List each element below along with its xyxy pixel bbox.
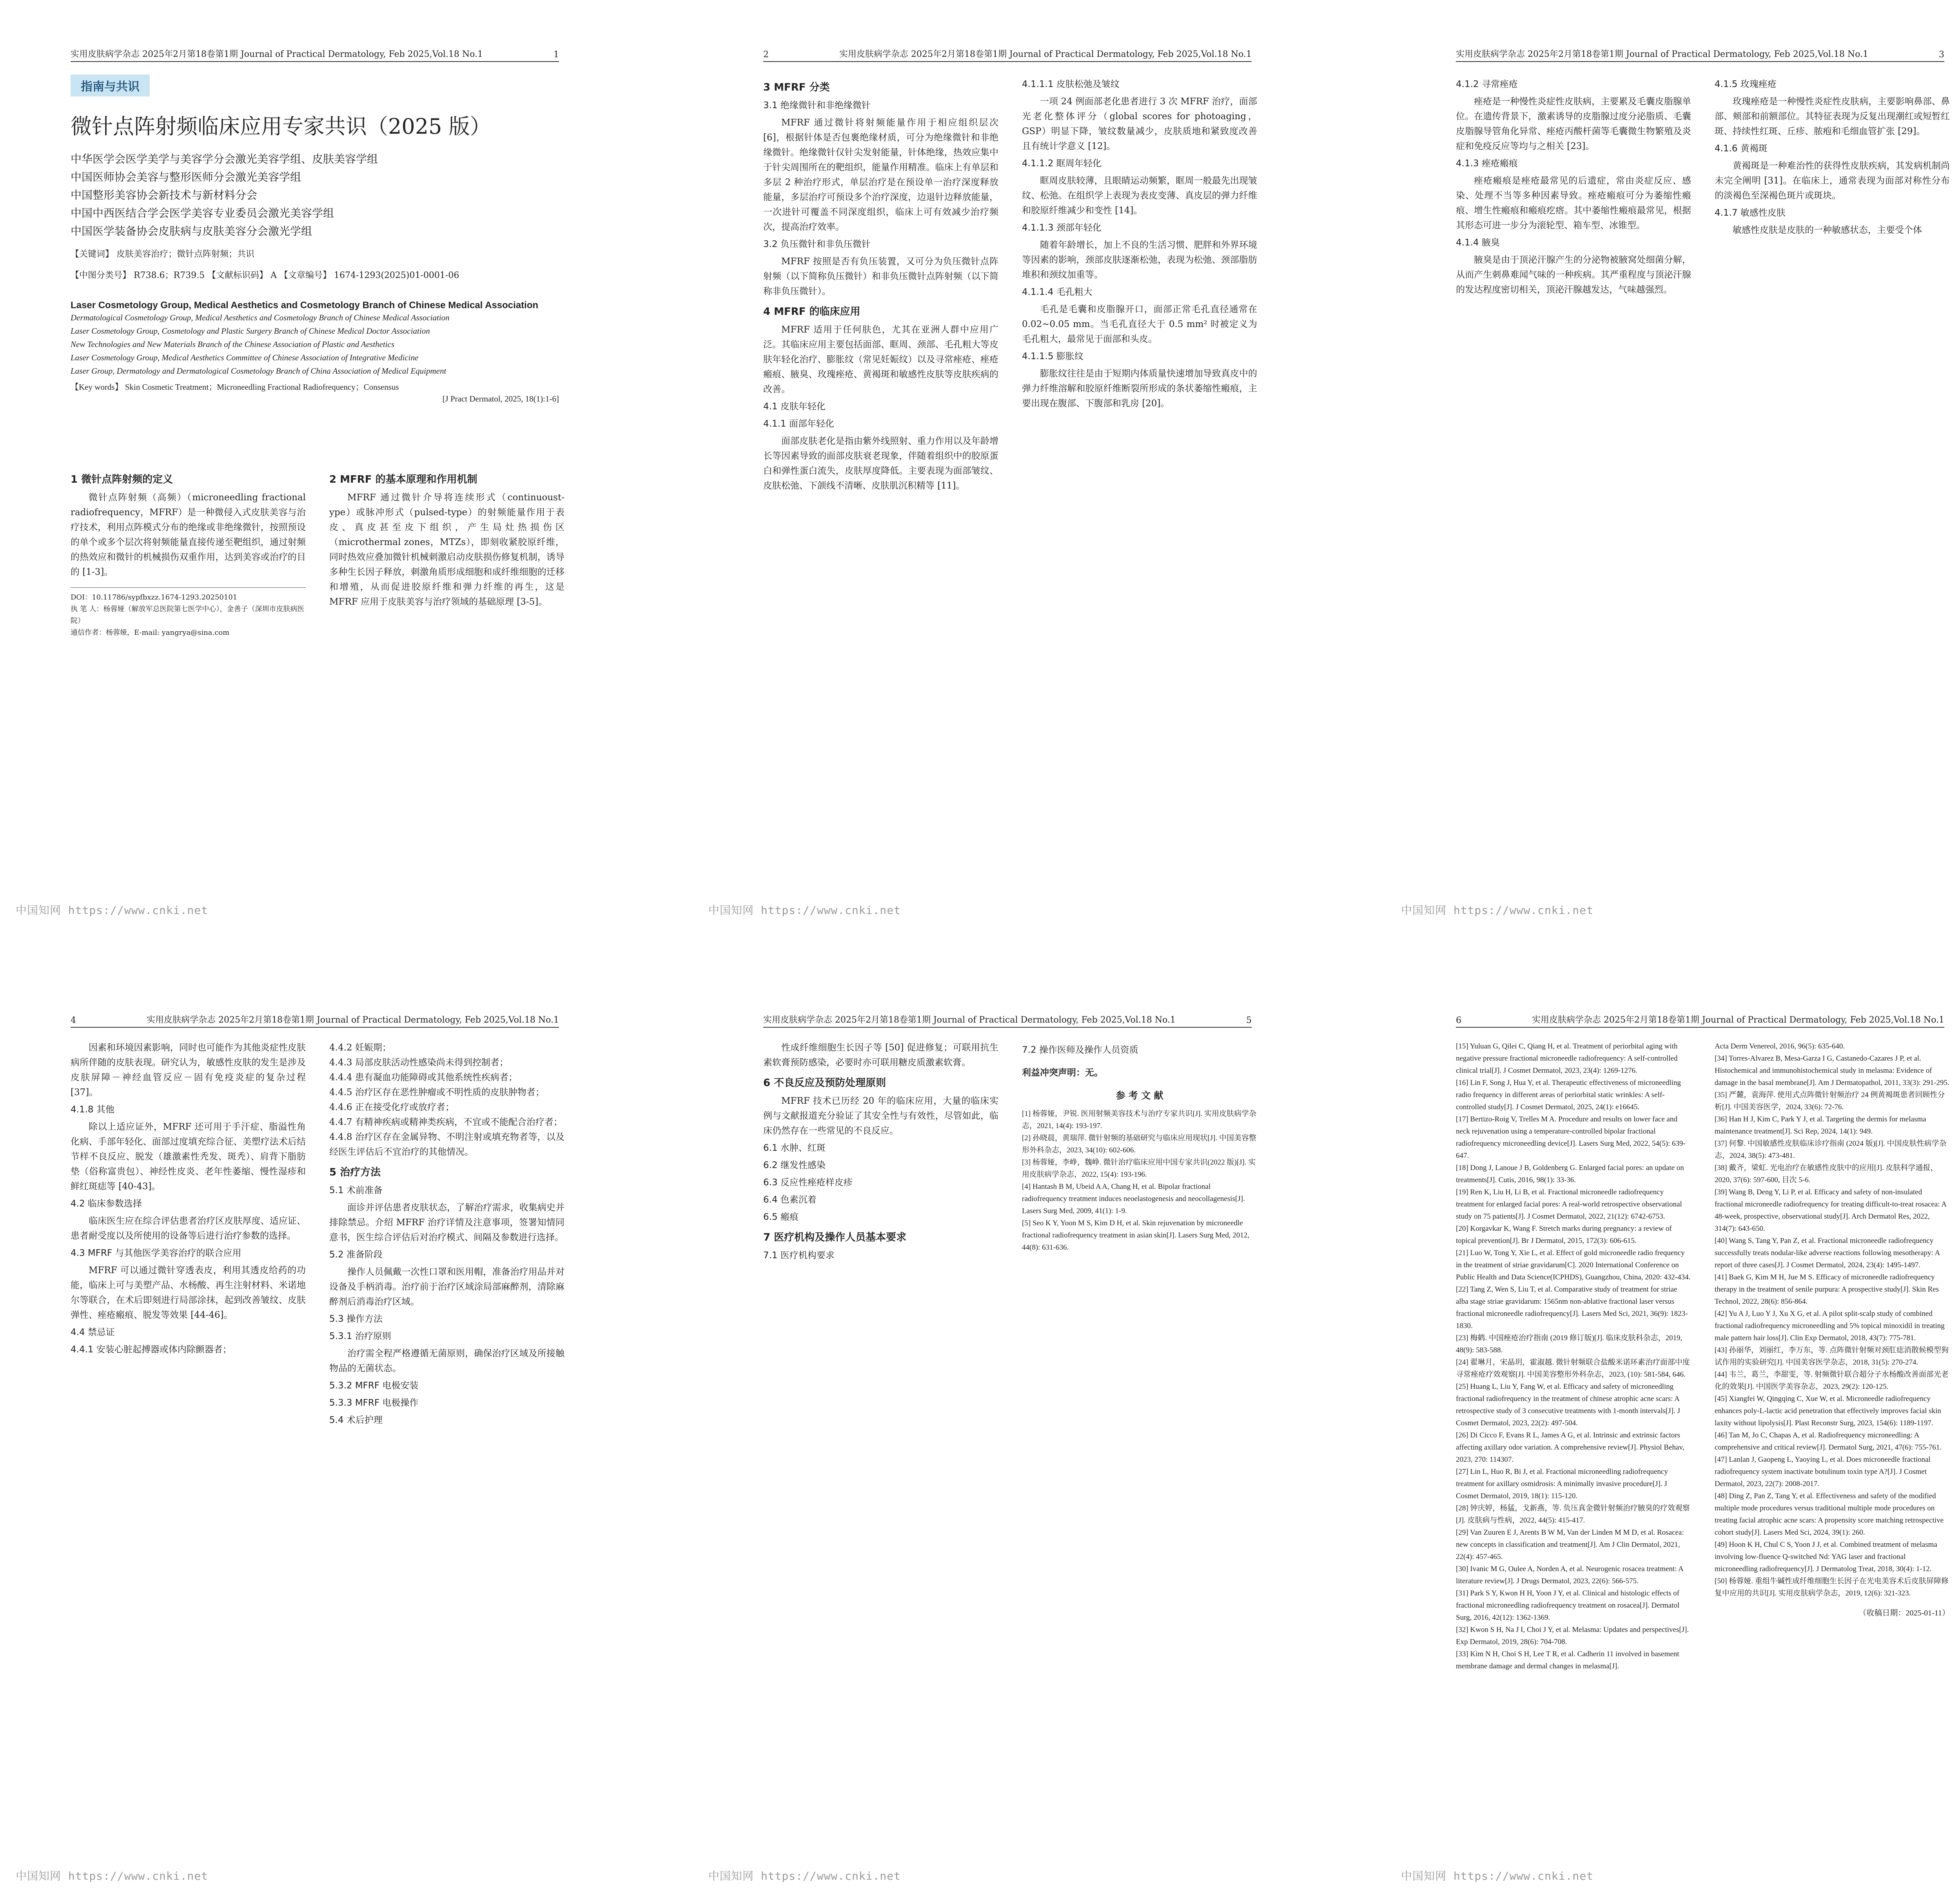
section-badge: 指南与共识: [71, 74, 150, 96]
reference-item: [20] Korgavkar K, Wang F. Stretch marks during pregnancy: a review of topical prevention[J]. Br J Dermatol, 2015, 172(3): 606-615.: [1456, 1225, 1672, 1245]
contact: 通信作者：杨蓉娅，E-mail: yangrya@sina.com: [71, 629, 230, 637]
reference-item: [38] 戴齐，梁虹. 光电治疗在敏感性皮肤中的应用[J]. 皮肤科学通报，2020, 37(6): 597-600, 目次 5-6.: [1715, 1164, 1938, 1184]
subsection-heading: 4.1.8 其他: [71, 1105, 114, 1115]
paragraph: 眶周皮肤较薄，且眼睛运动频繁，眶周一般最先出现皱纹、松弛。在组织学上表现为表皮变薄、真皮层的弹力纤维和胶原纤维减少和变性 [14]。: [1022, 176, 1257, 216]
page-6: [1385, 966, 1960, 1895]
left-column: [1456, 74, 1691, 867]
page-3: [1385, 0, 1960, 929]
subsection-heading: 3.1 绝缘微针和非绝缘微针: [763, 100, 871, 111]
subsection-heading: 6.2 继发性感染: [763, 1160, 826, 1170]
article-title: 微针点阵射频临床应用专家共识（2025 版）: [71, 114, 491, 139]
received-date: （收稿日期：2025-01-11）: [1858, 1609, 1950, 1617]
subsection-heading: 5.3.2 MFRF 电极安装: [329, 1381, 419, 1391]
page-number: 3: [1939, 50, 1944, 60]
subsection-heading: 4.1.3 痤疮瘢痕: [1456, 158, 1518, 169]
section-heading: 1 微针点阵射频的定义: [71, 474, 173, 485]
page-number: 4: [71, 1016, 76, 1025]
footer-watermark: 中国知网 https://www.cnki.net: [708, 904, 901, 917]
english-org-item: Laser Group, Dermatology and Dermatological Cosmetology Branch of China Association of Medical Equipment: [71, 366, 446, 376]
list-item: 4.4.4 患有凝血功能障碍或其他系统性疾病者；: [329, 1072, 517, 1083]
running-header: [1456, 1010, 1944, 1028]
reference-list: [1022, 1108, 1257, 1254]
authors-note: 执 笔 人：杨蓉娅（解放军总医院第七医学中心），金善子（深圳市皮肤病医院）: [71, 605, 305, 625]
subsection-heading: 6.5 瘢痕: [763, 1212, 799, 1222]
paragraph: MFRF 技术已历经 20 年的临床应用，大量的临床实例与文献报道充分验证了其安全性与有效性，尽管如此，临床仍然存在一些常见的不良反应。: [763, 1096, 998, 1136]
subsection-heading: 7.1 医疗机构要求: [763, 1250, 835, 1261]
org-item: 中国医学装备协会皮肤病与皮肤美容分会激光学组: [71, 225, 312, 238]
paragraph: 随着年龄增长，加上不良的生活习惯、肥胖和外界环境等因素的影响，颈部皮肤逐渐松弛，表现为松弛、颈部脂肪堆积和颈纹加重等。: [1022, 240, 1257, 280]
subsection-heading: 4.1.5 玫瑰痤疮: [1715, 79, 1777, 89]
subsection-heading: 4.1.1.4 毛孔粗大: [1022, 287, 1093, 297]
page-2: [693, 0, 1322, 929]
paragraph: 因素和环境因素影响，同时也可能作为其他炎症性皮肤病所伴随的皮肤表现。研究认为，敏感性皮肤的发生是涉及皮肤屏障－神经血管反应－固有免疫炎症的复杂过程 [37]。: [71, 1043, 306, 1097]
reference-item: [15] Yuluan G, Qilei C, Qiang H, et al. Treatment of periorbital aging with negative pressure fractional microneedle radiofrequency: A self-controlled clinical trial[J]. J Cosmet Dermatol, 2023, 23(4): 1269-1276.: [1456, 1042, 1678, 1075]
journal-title: 实用皮肤病学杂志 2025年2月第18卷第1期 Journal of Practical Dermatology, Feb 2025,Vol.18 No.1: [1456, 49, 1868, 59]
paragraph: 毛孔是毛囊和皮脂腺开口，面部正常毛孔直径通常在 0.02~0.05 mm。当毛孔直径大于 0.5 mm² 时被定义为毛孔粗大，最常见于面部和头皮。: [1022, 304, 1257, 344]
paragraph: 面部皮肤老化是指由紫外线照射、重力作用以及年龄增长等因素导致的面部皮肤衰老现象，伴随着组织中的胶原蛋白和弹性蛋白流失，皮肤厚度降低。主要表现为面部皱纹、皮肤松弛、下颌线不清晰、皮肤肌沉积精等 [11]。: [763, 436, 998, 491]
org-item: 中国中西医结合学会医学美容专业委员会激光美容学组: [71, 207, 334, 220]
reference-item: [21] Luo W, Tong Y, Xie L, et al. Effect of gold microneedle radio frequency in the treatment of striae gravidarum[C]. 2020 International Conference on Public Health and Data Science(ICPHDS), Guangzhou, China, 2020: 432-434.: [1456, 1249, 1691, 1281]
paragraph: 操作人员佩戴一次性口罩和医用帽，准备治疗用品并对设备及手柄消毒。治疗前于治疗区域涂局部麻醉剂，清除麻醉剂后消毒治疗区域。: [329, 1267, 564, 1307]
running-header: [763, 44, 1252, 62]
reference-item: [23] 梅鹤. 中国痤疮治疗指南 (2019 修订版)[J]. 临床皮肤科杂志，2019, 48(9): 583-588.: [1456, 1334, 1682, 1354]
right-column: [1715, 74, 1950, 867]
paragraph: 除以上适应证外，MFRF 还可用于手汗症、脂溢性角化病、手部年轻化、面部过度填充综合征、美塑疗法术后结节样不良反应、脱发（雄激素性秃发、斑秃）、肩背下脂肪垫（俗称富贵包）、神经性皮炎、老年性萎缩、慢性湿疹和鲜红斑痣等 [40-43]。: [71, 1122, 306, 1192]
reference-item: [39] Wang B, Deng Y, Li P, et al. Efficacy and safety of non-insulated fractional microneedle radiofrequency for treating difficult-to-treat rosacea: A 48-week, prospective, observational study[J]. Arch Dermatol Res, 2022, 314(7): 643-650.: [1715, 1188, 1947, 1233]
subsection-heading: 4.1.1.2 眶周年轻化: [1022, 158, 1102, 169]
running-header: [763, 1010, 1252, 1028]
left-column: [763, 1040, 998, 1832]
subsection-heading: 5.3.3 MFRF 电极操作: [329, 1398, 419, 1408]
org-item: 中华医学会医学美学与美容学分会激光美容学组、皮肤美容学组: [71, 153, 378, 165]
reference-item: [27] Lin L, Huo R, Bi J, et al. Fractional microneedling radiofrequency treatment for axillary osmidrosis: A minimally invasive procedure[J]. J Cosmet Dermatol, 2019, 18(1): 115-120.: [1456, 1468, 1668, 1500]
page-number: 6: [1456, 1016, 1461, 1025]
reference-item: [49] Hoon K H, Chul C S, Yoon J J, et al. Combined treatment of melasma involving low-fluence Q-switched Nd: YAG laser and fractional microneedling radiofrequency[J]. J Dermatolog Treat, 2018, 30(4): 1-12.: [1715, 1541, 1937, 1573]
reference-item: [3] 杨蓉娅，李峥，魏峥. 微针治疗临床应用中国专家共识(2022 版)[J]. 实用皮肤病学杂志，2022, 15(4): 193-196.: [1022, 1158, 1256, 1179]
paragraph: MFRF 通过微针介导将连续形式（continuoust-ype）或脉冲形式（pulsed-type）的射频能量作用于表皮、真皮甚至皮下组织，产生局灶热损伤区（microthermal zones，MTZs），即刻收紧胶原纤维，同时热效应叠加微针机械刺激启动皮肤损伤修复机制，诱导多种生长因子释放，刺激角质形成细胞和成纤维细胞的迁移和增殖，从而促进胶原纤维和弹力纤维的再生，这是 MFRF 应用于皮肤美容与治疗领域的基础原理 [3-5]。: [329, 492, 564, 607]
reference-item: [32] Kwon S H, Na J I, Choi J Y, et al. Melasma: Updates and perspectives[J]. Exp Dermatol, 2019, 28(6): 704-708.: [1456, 1626, 1689, 1646]
subsection-heading: 6.3 反应性痤疮样皮疹: [763, 1177, 853, 1188]
subsection-heading: 4.1.1 面部年轻化: [763, 419, 834, 429]
paragraph: 性成纤维细胞生长因子等 [50] 促进修复；可联用抗生素软膏预防感染，必要时亦可联用糖皮质激素软膏。: [763, 1043, 998, 1068]
reference-item: [24] 翟琳月，宋晶玥，霍淑越. 微针射频联合盐酸米诺环素治疗面部中度寻常痤疮疗效观察[J]. 中国美容整形外科杂志，2023, (10): 581-584, 646.: [1456, 1358, 1690, 1379]
reference-item: [44] 韦兰，葛兰，李甜雯，等. 射频微针联合超分子水杨酸改善面部光老化的效果[J]. 中国医学美容杂志，2023, 29(2): 120-125.: [1715, 1370, 1949, 1391]
subsection-heading: 5.1 术前准备: [329, 1185, 383, 1196]
paragraph: MFRF 通过微针将射频能量作用于相应组织层次 [6]，根据针体是否包裹绝缘材质，可分为绝缘微针和非绝缘微针。绝缘微针仅针尖发射能量，针体绝缘，热效应集中于针尖周围所在的靶组织，能量作用精准。临床上有单层和多层 2 种治疗形式，单层治疗是在预设单一治疗深度释放能量，多层治疗可预设多个治疗深度，边退针边释放能量，一次进针可覆盖不同深度组织，临床上可有效减少治疗频次，提高治疗效率。: [763, 118, 998, 232]
reference-item: [34] Torres-Alvarez B, Mesa-Garza I G, Castanedo-Cazares J P, et al. Histochemical and immunohistochemical study in melasma: Evidence of damage in the basal membrane[J]. Am J Dermatopathol, 2011, 33(3): 291-295.: [1715, 1054, 1949, 1087]
reference-item: Acta Derm Venereol, 2016, 96(5): 635-640.: [1715, 1042, 1845, 1050]
right-column: [1022, 1040, 1257, 1832]
reference-item: [18] Dong J, Lanoue J B, Goldenberg G. Enlarged facial pores: an update on treatments[J]. Cutis, 2016, 98(1): 33-36.: [1456, 1164, 1684, 1184]
reference-item: [41] Baek G, Kim M H, Jue M S. Efficacy of microneedle radiofrequency therapy in the treatment of senile purpura: A prospective study[J]. Skin Res Technol, 2022, 28(6): 856-864.: [1715, 1273, 1939, 1306]
citation: [J Pract Dermatol, 2025, 18(1):1-6]: [442, 394, 559, 403]
right-column: [1022, 74, 1257, 867]
footer-watermark: 中国知网 https://www.cnki.net: [1401, 904, 1594, 917]
section-heading: 6 不良反应及预防处理原则: [763, 1077, 886, 1089]
subsection-heading: 6.4 色素沉着: [763, 1195, 817, 1205]
english-keywords: 【Key words】 Skin Cosmetic Treatment；Microneedling Fractional Radiofrequency；Consensus: [71, 382, 399, 392]
subsection-heading: 6.1 水肿、红斑: [763, 1143, 826, 1153]
subsection-heading: 5.4 术后护理: [329, 1415, 383, 1425]
reference-item: [28] 钟庆婷，杨猛，戈新燕，等. 负压真金微针射频治疗腋臭的疗效观察[J]. 皮肤病与性病，2022, 44(5): 415-417.: [1456, 1504, 1690, 1524]
section-heading: 7 医疗机构及操作人员基本要求: [763, 1232, 907, 1243]
reference-item: [47] Lanlan J, Gaopeng L, Yaoying L, et al. Does microneedle fractional radiofrequency system inactivate botulinum toxin type A?[J]. J Cosmet Dermatol, 2023, 22(7): 2008-2017.: [1715, 1455, 1931, 1488]
paragraph: MFRF 可以通过微针穿透表皮，利用其透皮给药的功能，临床上可与美塑产品、水杨酸、再生注射材料、米诺地尔等联合，在术后即刻进行局部涂抹，起到改善皱纹、皮肤弹性、痤疮瘢痕、脱发等效果 [44-46]。: [71, 1265, 306, 1320]
subsection-heading: 4.2 临床参数选择: [71, 1199, 142, 1209]
paragraph: MFRF 按照是否有负压装置，又可分为负压微针点阵射频（以下简称负压微针）和非负压微针点阵射频（以下简称非负压微针）。: [763, 256, 998, 296]
reference-item: [17] Bertizo-Roig V, Trelles M A. Procedure and results on lower face and neck rejuvenation using a temperature-controlled bipolar fractional radiofrequency microneedling device[J]. Lasers Surg Med, 2022, 54(5): 639-647.: [1456, 1115, 1686, 1160]
paragraph: 腋臭是由于顶泌汗腺产生的分泌物被腋窝处细菌分解，从而产生刺鼻难闻气味的一种疾病。其严重程度与顶泌汗腺的发达程度密切相关，顶泌汗腺越发达，气味越强烈。: [1456, 255, 1691, 295]
subsection-heading: 7.2 操作医师及操作人员资质: [1022, 1045, 1138, 1055]
journal-title: 实用皮肤病学杂志 2025年2月第18卷第1期 Journal of Practical Dermatology, Feb 2025,Vol.18 No.1: [71, 49, 483, 59]
footnote: [71, 587, 306, 639]
reference-item: [4] Hantash B M, Ubeid A A, Chang H, et al. Bipolar fractional radiofrequency treatment induces neoelastogenesis and neocollagenesis[J]. Lasers Surg Med, 2009, 41(1): 1-9.: [1022, 1183, 1245, 1215]
reference-item: [19] Ren K, Liu H, Li B, et al. Fractional microneedle radiofrequency treatment for enlarged facial pores: A real-world retrospective observational study on 75 patients[J]. J Cosmet Dermatol, 2022, 21(12): 6742-6753.: [1456, 1188, 1682, 1221]
paragraph: 黄褐斑是一种难治性的获得性皮肤疾病，其发病机制尚未完全阐明 [31]。在临床上，通常表现为面部对称性分布的淡褐色至深褐色斑片或斑块。: [1715, 161, 1950, 201]
reference-item: [42] Yu A J, Luo Y J, Xu X G, et al. A pilot split-scalp study of combined fractional radiofrequency microneedling and 5% topical minoxidil in treating male pattern hair loss[J]. Clin Exp Dermatol, 2018, 43(7): 775-781.: [1715, 1310, 1945, 1342]
keywords: 【关键词】 皮肤美容治疗；微针点阵射频；共识: [71, 249, 254, 259]
subsection-heading: 4.1 皮肤年轻化: [763, 402, 826, 412]
footer-watermark: 中国知网 https://www.cnki.net: [16, 1870, 209, 1882]
conflict-statement: 利益冲突声明：无。: [1022, 1068, 1103, 1078]
english-org-item: New Technologies and New Materials Branch of the Chinese Association of Plastic and Aesthetics: [71, 340, 395, 349]
journal-title: 实用皮肤病学杂志 2025年2月第18卷第1期 Journal of Practical Dermatology, Feb 2025,Vol.18 No.1: [1532, 1015, 1944, 1025]
reference-item: [31] Park S Y, Kwon H H, Yoon J Y, et al. Clinical and histologic effects of fractional microneedling radiofrequency treatment on rosacea[J]. Dermatol Surg, 2016, 42(12): 1362-1369.: [1456, 1589, 1680, 1622]
reference-item: [43] 孙丽华，刘丽红，李万东，等. 点阵微针射频对颈肛痣消散候模型狗试作用的实验研究[J]. 中国美容医学杂志，2018, 31(5): 270-274.: [1715, 1346, 1949, 1366]
subsection-heading: 5.2 准备阶段: [329, 1250, 383, 1260]
subsection-heading: 4.3 MFRF 与其他医学美容治疗的联合应用: [71, 1248, 241, 1258]
section-heading: 4 MFRF 的临床应用: [763, 306, 860, 318]
left-column: [1456, 1040, 1691, 1832]
page-number: 1: [554, 50, 559, 60]
left-column: [763, 74, 998, 867]
doi: DOI：10.11786/sypfbxzz.1674-1293.20250101: [71, 593, 238, 601]
org-item: 中国医师协会美容与整形医师分会激光美容学组: [71, 171, 301, 184]
reference-item: [5] Seo K Y, Yoon M S, Kim D H, et al. Skin rejuvenation by microneedle fractional radiofrequency treatment in asian skin[J]. Lasers Surg Med, 2012, 44(8): 631-636.: [1022, 1219, 1250, 1252]
page-4: [0, 966, 630, 1895]
running-header: [71, 44, 559, 62]
paragraph: 玫瑰痤疮是一种慢性炎症性皮肤病，主要影响鼻部、鼻部、颊部和前额部位。其特征表现为反复出现潮红或短暂红斑、持续性红斑、丘疹、脓疱和毛细血管扩张 [29]。: [1715, 96, 1950, 136]
journal-title: 实用皮肤病学杂志 2025年2月第18卷第1期 Journal of Practical Dermatology, Feb 2025,Vol.18 No.1: [147, 1015, 559, 1025]
reference-item: [16] Lin F, Song J, Hua Y, et al. Therapeutic effectiveness of microneedling radio frequency in different areas of periorbital static wrinkles: A self-controlled study[J]. J Cosmet Dermatol, 2025, 24(1): e16645.: [1456, 1079, 1681, 1111]
list-item: 4.4.8 治疗区存在金属异物、不明注射或填充物者等，以及经医生评估后不宜治疗的其他情况。: [329, 1132, 564, 1157]
reference-item: [30] Ivanic M G, Oulee A, Norden A, et al. Neurogenic rosacea treatment: A literature review[J]. J Drugs Dermatol, 2023, 22(6): 566-575.: [1456, 1565, 1683, 1585]
running-header: [1456, 44, 1944, 62]
org-item: 中国整形美容协会新技术与新材料分会: [71, 189, 258, 202]
subsection-heading: 4.1.2 寻常痤疮: [1456, 79, 1518, 89]
subsection-heading: 4.1.4 腋臭: [1456, 238, 1500, 248]
reference-item: [33] Kim N H, Choi S H, Lee T R, et al. Cadherin 11 involved in basement membrane damage and dermal changes in melasma[J].: [1456, 1650, 1679, 1670]
paragraph: 临床医生应在综合评估患者治疗区皮肤厚度、适应证、患者耐受度以及所使用的设备等后进行治疗参数的选择。: [71, 1216, 306, 1241]
running-header: [71, 1010, 559, 1028]
english-org-item: Laser Cosmetology Group, Cosmetology and Plastic Surgery Branch of Chinese Medical Doctor Association: [71, 326, 430, 336]
references-heading: 参 考 文 献: [1116, 1090, 1163, 1101]
title-block: [71, 74, 559, 404]
paragraph: 面诊并评估患者皮肤状态，了解治疗需求，收集病史并排除禁忌。介绍 MFRF 治疗详情及注意事项，签署知情同意书，医生综合评估后对治疗模式、间隔及参数进行选择。: [329, 1203, 564, 1243]
paragraph: 微针点阵射频（高频）（microneedling fractional radiofrequency，MFRF）是一种微侵入式皮肤美容与治疗技术，利用点阵模式分布的绝缘或非绝缘微针，按照预设的单个或多个层次将射频能量直接传递至靶组织，通过射频的热效应和微针的机械损伤双重作用，达到美容或治疗的目的 [1-3]。: [71, 492, 306, 577]
reference-item: [22] Tang Z, Wen S, Liu T, et al. Comparative study of treatment for striae alba stage striae gravidarum: 1565nm non-ablative fractional laser versus fractional microneedle radiofrequency[J]. Lasers Med Sci, 2021, 36(9): 1823-1830.: [1456, 1285, 1688, 1330]
reference-item: [25] Huang L, Liu Y, Fang W, et al. Efficacy and safety of microneedling fractional radiofrequency in the treatment of chinese atrophic acne scars: A retrospective study of 3 consecutive treatments with 1-month intervals[J]. J Cosmet Dermatol, 2023, 22(2): 497-504.: [1456, 1383, 1680, 1427]
list-item: 4.4.2 妊娠期；: [329, 1043, 391, 1053]
reference-item: [40] Wang S, Tang Y, Pan Z, et al. Fractional microneedle radiofrequency successfully treats nodular-like adverse reactions following mesotherapy: A report of three cases[J]. J Cosmet Dermatol, 2024, 23(4): 1495-1497.: [1715, 1237, 1940, 1269]
subsection-heading: 4.1.6 黄褐斑: [1715, 144, 1768, 154]
paragraph: 痤疮是一种慢性炎症性皮肤病，主要累及毛囊皮脂腺单位。在遗传背景下，激素诱导的皮脂腺过度分泌脂质、毛囊皮脂腺导管角化异常、痤疮丙酸杆菌等毛囊微生物繁殖及炎症和免疫反应等均与之相关 [23]。: [1456, 96, 1691, 151]
subsection-heading: 5.3.1 治疗原则: [329, 1331, 391, 1341]
reference-item: [35] 严麓，袁海萍. 使用式点阵微针射频治疗 24 例黄褐斑患者回顾性分析[J]. 中国美容医学，2024, 33(6): 72-76.: [1715, 1091, 1945, 1111]
subsection-heading: 4.1.7 敏感性皮肤: [1715, 208, 1786, 218]
english-org-list: [71, 311, 559, 378]
english-org-item: Laser Cosmetology Group, Medical Aesthetics Committee of Chinese Association of Integrative Medicine: [71, 353, 419, 362]
left-column: [71, 1040, 306, 1832]
subsection-heading: 4.4.1 安装心脏起搏器或体内除颤器者；: [71, 1344, 232, 1355]
subsection-heading: 3.2 负压微针和非负压微针: [763, 239, 871, 249]
section-heading: 3 MFRF 分类: [763, 82, 830, 93]
right-column: [1715, 1040, 1950, 1832]
english-org-item: Dermatological Cosmetology Group, Medical Aesthetics and Cosmetology Branch of Chinese Medical Association: [71, 313, 450, 322]
paragraph: 一项 24 例面部老化患者进行 3 次 MFRF 治疗，面部光老化整体评分（global scores for photoaging，GSP）明显下降，皱纹数量减少，皮肤质地和紧致度改善且有统计学意义 [12]。: [1022, 96, 1257, 151]
english-org-title: Laser Cosmetology Group, Medical Aesthetics and Cosmetology Branch of Chinese Medical Association: [71, 300, 539, 311]
paragraph: 治疗需全程严格遵循无菌原则，确保治疗区域及所接触物品的无菌状态。: [329, 1348, 564, 1374]
journal-title: 实用皮肤病学杂志 2025年2月第18卷第1期 Journal of Practical Dermatology, Feb 2025,Vol.18 No.1: [839, 49, 1252, 59]
reference-item: [50] 杨蓉娅. 重组牛碱性成纤维细胞生长因子在光电美容术后皮肤屏障修复中应用的共识[J]. 实用皮肤病学杂志，2019, 12(6): 321-323.: [1715, 1577, 1949, 1597]
list-item: 4.4.3 局部皮肤活动性感染尚未得到控制者；: [329, 1057, 508, 1068]
subsection-heading: 4.1.1.1 皮肤松弛及皱纹: [1022, 79, 1120, 89]
section-heading: 2 MFRF 的基本原理和作用机制: [329, 474, 477, 485]
footer-watermark: 中国知网 https://www.cnki.net: [708, 1870, 901, 1882]
footer-watermark: 中国知网 https://www.cnki.net: [16, 904, 209, 917]
page-number: 5: [1246, 1016, 1252, 1025]
reference-item: [37] 何黎. 中国敏感性皮肤临床诊疗指南 (2024 版)[J]. 中国皮肤性病学杂志，2024, 38(5): 473-481.: [1715, 1139, 1947, 1160]
page-1: [0, 0, 630, 929]
reference-item: [36] Han H J, Kim C, Park Y J, et al. Targeting the dermis for melasma maintenance treatment[J]. Sci Rep, 2024, 14(1): 949.: [1715, 1115, 1926, 1136]
list-item: 4.4.5 治疗区存在恶性肿瘤或不明性质的皮肤肿物者；: [329, 1087, 544, 1097]
subsection-heading: 4.1.1.5 膨胀纹: [1022, 351, 1083, 362]
reference-item: [29] Van Zuuren E J, Arents B W M, Van der Linden M M D, et al. Rosacea: new concepts in classification and treatment[J]. Am J Clin Dermatol, 2021, 22(4): 457-465.: [1456, 1528, 1684, 1561]
right-column: [329, 467, 564, 867]
reference-item: [45] Xiangfei W, Qingqing C, Xue W, et al. Microneedle radiofrequency enhances poly-L-lactic acid penetration that effectively improves facial skin laxity without lipolysis[J]. Plast Reconstr Surg, 2023, 154(6): 1189-1197.: [1715, 1395, 1941, 1427]
paragraph: 痤疮瘢痕是痤疮最常见的后遗症，常由炎症反应、感染、处理不当等多种因素导致。痤疮瘢痕可分为萎缩性瘢痕、增生性瘢痕和瘢痕疙瘩。其中萎缩性瘢痕最常见，根据其形态可进一步分为滚轮型、箱车型、冰锥型。: [1456, 176, 1691, 231]
classification: 【中图分类号】 R738.6；R739.5 【文献标识码】 A 【文章编号】 1674-1293(2025)01-0001-06: [71, 271, 459, 280]
body-columns: [71, 467, 564, 867]
journal-title: 实用皮肤病学杂志 2025年2月第18卷第1期 Journal of Practical Dermatology, Feb 2025,Vol.18 No.1: [763, 1015, 1176, 1025]
subsection-heading: 4.1.1.3 颈部年轻化: [1022, 223, 1102, 233]
paragraph: MFRF 适用于任何肤色，尤其在亚洲人群中应用广泛。其临床应用主要包括面部、眶周、颈部、毛孔粗大等皮肤年轻化治疗、膨胀纹（常见妊娠纹）以及寻常痤疮、痤疮瘢痕、腋臭、玫瑰痤疮、黄褐斑和敏感性皮肤等皮肤疾病的改善。: [763, 325, 998, 394]
left-column: [71, 467, 306, 867]
list-item: 4.4.6 正在接受化疗或放疗者；: [329, 1102, 454, 1112]
page-5: [693, 966, 1322, 1895]
right-column: [329, 1040, 564, 1832]
footer-watermark: 中国知网 https://www.cnki.net: [1401, 1870, 1594, 1882]
subsection-heading: 4.4 禁忌证: [71, 1327, 115, 1337]
org-list: [71, 150, 559, 240]
section-heading: 5 治疗方法: [329, 1166, 381, 1178]
reference-item: [26] Di Cicco F, Evans R L, James A G, et al. Intrinsic and extrinsic factors affecting axillary odor variation. A comprehensive review[J]. Physiol Behav, 2023, 270: 114307.: [1456, 1431, 1684, 1464]
reference-item: [1] 杨蓉娅，尹锐. 医用射频美容技术与治疗专家共识[J]. 实用皮肤病学杂志，2021, 14(4): 193-197.: [1022, 1110, 1256, 1130]
reference-item: [48] Ding Z, Pan Z, Tang Y, et al. Effectiveness and safety of the modified multiple mode procedures versus traditional multiple mode procedures on treating facial atrophic acne scars: A propensity score matching retrospective cohort study[J]. Lasers Med Sci, 2024, 39(1): 260.: [1715, 1492, 1944, 1537]
paragraph: 膨胀纹往往是由于短期内体质量快速增加导致真皮中的弹力纤维溶解和胶原纤维断裂所形成的条状萎缩性瘢痕，主要出现在腹部、下腹部和乳房 [20]。: [1022, 369, 1257, 409]
reference-item: [2] 孙晓晨，黄瑞萍. 微针射频的基础研究与临床应用现状[J]. 中国美容整形外科杂志，2023, 34(10): 602-606.: [1022, 1134, 1256, 1154]
paragraph: 敏感性皮肤是皮肤的一种敏感状态，主要受个体: [1733, 225, 1922, 235]
subsection-heading: 5.3 操作方法: [329, 1314, 383, 1324]
reference-item: [46] Tan M, Jo C, Chapas A, et al. Radiofrequency microneedling: A comprehensive and critical review[J]. Dermatol Surg, 2021, 47(6): 755-761.: [1715, 1431, 1942, 1452]
list-item: 4.4.7 有精神疾病或精神类疾病，不宜或不能配合治疗者；: [329, 1117, 563, 1127]
page-number: 2: [763, 50, 769, 60]
